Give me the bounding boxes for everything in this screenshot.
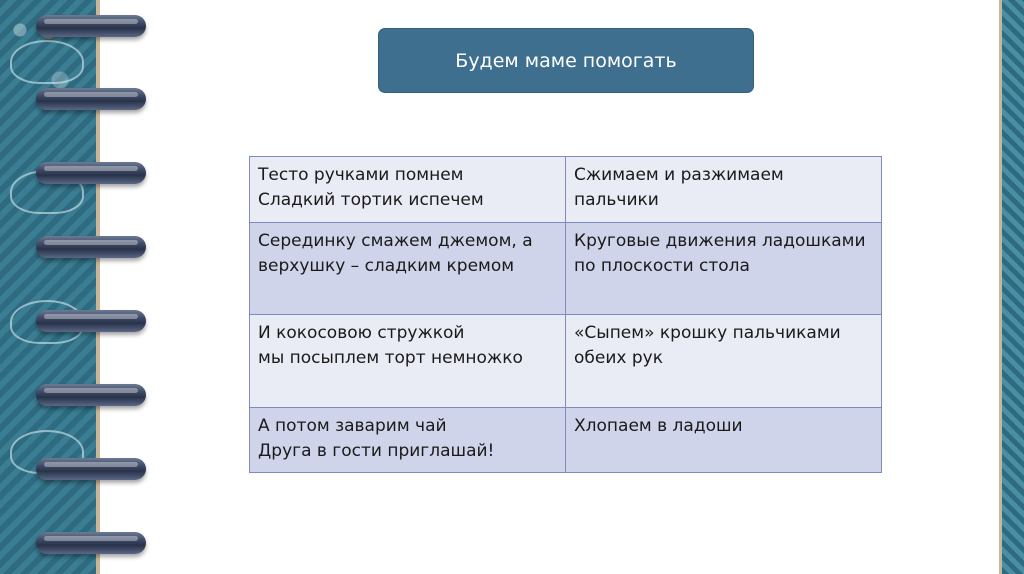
page-edge	[96, 0, 100, 574]
binding-ring	[36, 15, 146, 37]
table-cell-verse	[250, 408, 566, 473]
cell-line: Сжимаем и разжимаем	[574, 165, 784, 185]
table-cell-action	[566, 315, 882, 408]
cell-line: Друга в гости приглашай!	[258, 441, 495, 461]
title-banner	[378, 28, 754, 93]
cell-line: верхушку – сладким кремом	[258, 256, 515, 276]
cell-line: Серединку смажем джемом, а	[258, 231, 533, 251]
binding-ring	[36, 310, 146, 332]
table-cell-verse	[250, 223, 566, 315]
binding-ring	[36, 88, 146, 110]
cell-line: И кокосовою стружкой	[258, 323, 465, 343]
table-cell-action	[566, 157, 882, 223]
cell-line: «Сыпем» крошку пальчиками	[574, 323, 841, 343]
binding-ring	[36, 458, 146, 480]
cell-line: Сладкий тортик испечем	[258, 190, 484, 210]
cell-line: Тесто ручками помнем	[258, 165, 464, 185]
table-row	[250, 408, 882, 473]
binding-ring	[36, 236, 146, 258]
table-cell-verse	[250, 157, 566, 223]
table-row	[250, 157, 882, 223]
binding-ring	[36, 162, 146, 184]
binding-ring	[36, 532, 146, 554]
cell-line: Хлопаем в ладоши	[574, 416, 743, 436]
page-title: Будем маме помогать	[455, 49, 677, 72]
cell-line: по плоскости стола	[574, 256, 750, 276]
ornament	[10, 40, 84, 84]
cell-line: мы посыплем торт немножко	[258, 348, 523, 368]
notebook-cover-pattern	[0, 0, 98, 574]
table-cell-action	[566, 223, 882, 315]
table-row	[250, 315, 882, 408]
cell-line: обеих рук	[574, 348, 663, 368]
binding-ring	[36, 384, 146, 406]
cell-line: пальчики	[574, 190, 659, 210]
cell-line: А потом заварим чай	[258, 416, 447, 436]
right-decorative-strip	[1002, 0, 1024, 574]
table-cell-action	[566, 408, 882, 473]
table-cell-verse	[250, 315, 566, 408]
table-row	[250, 223, 882, 315]
content-table	[249, 156, 882, 473]
cell-line: Круговые движения ладошками	[574, 231, 866, 251]
